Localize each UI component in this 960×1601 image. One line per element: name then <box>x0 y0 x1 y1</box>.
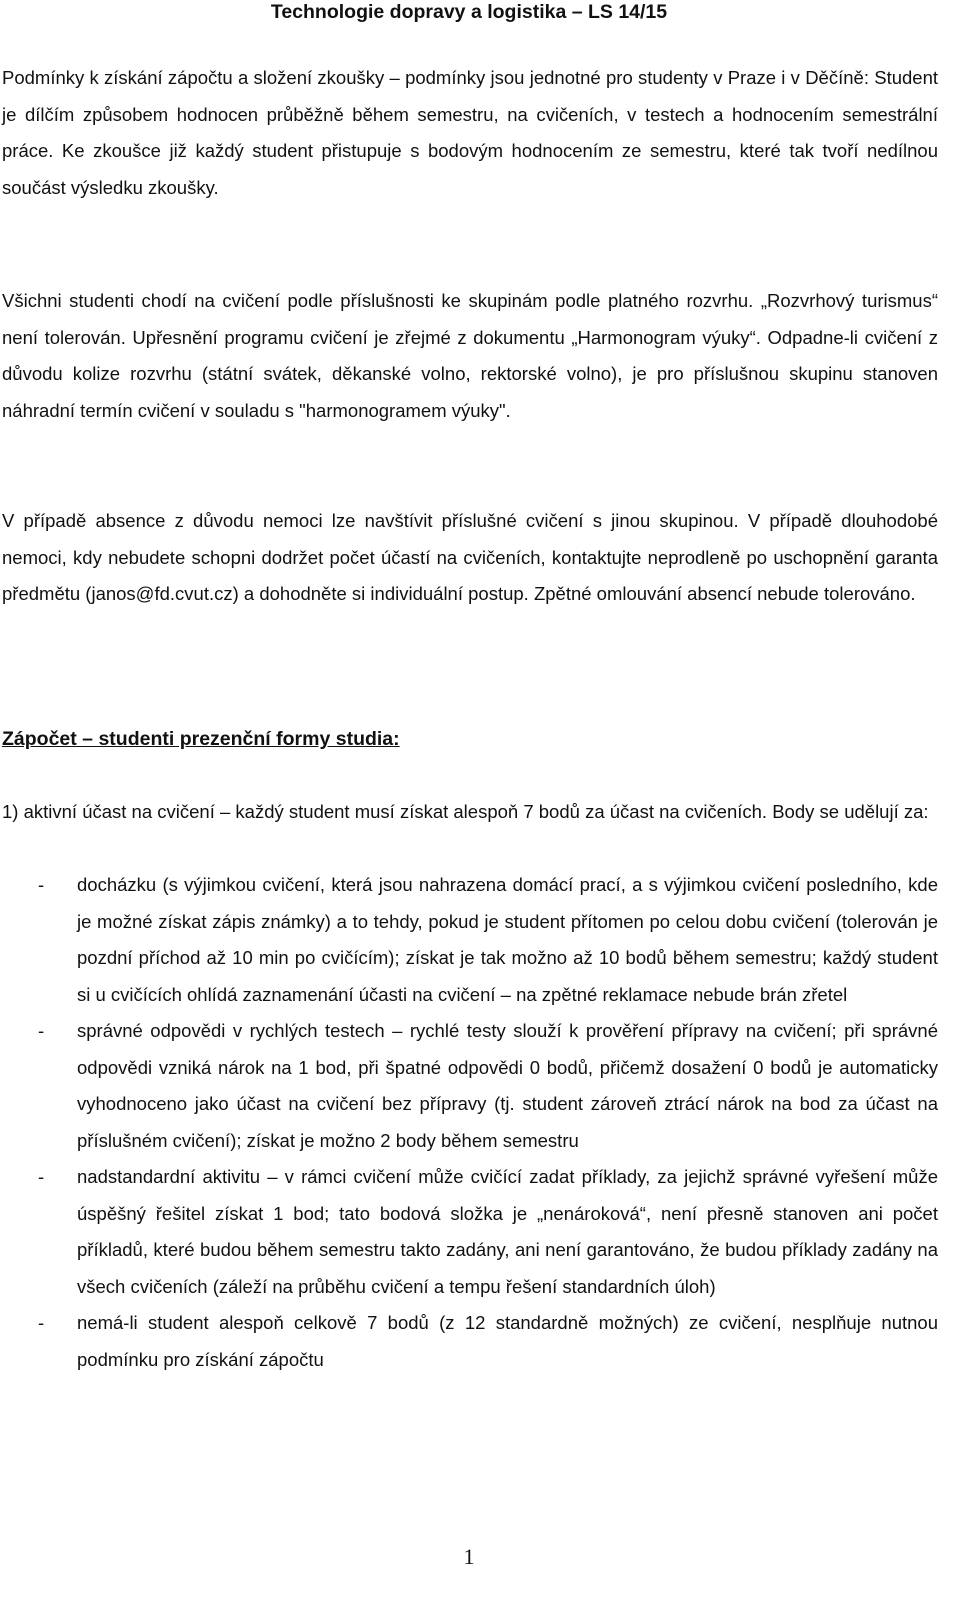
list-item-text: nemá-li student alespoň celkově 7 bodů (z 12 standardně možných) ze cvičení, nesplňuje nutnou podmínku pro získání zápočtu <box>77 1312 938 1370</box>
list-item <box>2 1013 938 1159</box>
bullet-dash: - <box>38 874 45 895</box>
bullet-dash: - <box>38 1312 45 1333</box>
page-number: 1 <box>463 1544 475 1569</box>
bullet-dash: - <box>38 1166 45 1187</box>
bullet-dash: - <box>38 1020 45 1041</box>
list-item-text: docházku (s výjimkou cvičení, která jsou nahrazena domácí prací, a s výjimkou cvičení posledního, kde je možné získat zápis známky) a to tehdy, pokud je student přítomen po celou dobu cvičení (tolerován je pozdní příchod až 10 min po cvičícím); získat je tak možno až 10 bodů během semestru; každý student si u cvičících ohlídá zaznamenání účasti na cvičení – na zpětné reklamace nebude brán zřetel <box>77 874 938 1005</box>
list-item <box>2 1305 938 1378</box>
list-item <box>2 1159 938 1305</box>
list-item-text: nadstandardní aktivitu – v rámci cvičení může cvičící zadat příklady, za jejichž správné vyřešení může úspěšný řešitel získat 1 bod; tato bodová složka je „nenároková“, není přesně stanoven ani počet příkladů, které budou během semestru takto zadány, ani není garantováno, že budou příklady zadány na všech cvičeních (záleží na průběhu cvičení a tempu řešení standardních úloh) <box>77 1166 938 1297</box>
list-item-text: správné odpovědi v rychlých testech – rychlé testy slouží k prověření přípravy na cvičení; při správné odpovědi vzniká nárok na 1 bod, při špatné odpovědi 0 bodů, přičemž dosažení 0 bodů je automaticky vyhodnoceno jako účast na cvičení bez přípravy (tj. student zároveň ztrácí nárok na bod za účast na příslušném cvičení); získat je možno 2 body během semestru <box>77 1020 938 1151</box>
section-intro: 1) aktivní účast na cvičení – každý student musí získat alespoň 7 bodů za účast na cvičeních. Body se udělují za: <box>2 801 929 822</box>
points-list <box>2 867 938 1378</box>
list-item <box>2 867 938 1013</box>
section-heading: Zápočet – studenti prezenční formy studia: <box>2 728 400 750</box>
paragraph-conditions: Podmínky k získání zápočtu a složení zkoušky – podmínky jsou jednotné pro studenty v Praze i v Děčíně: Student je dílčím způsobem hodnocen průběžně během semestru, na cvičeních, v testech a hodnocením semestrální práce. Ke zkoušce již každý student přistupuje s bodovým hodnocením ze semestru, které tak tvoří nedílnou součást výsledku zkoušky. <box>2 67 938 198</box>
document-title: Technologie dopravy a logistika – LS 14/15 <box>270 1 668 23</box>
paragraph-attendance: Všichni studenti chodí na cvičení podle příslušnosti ke skupinám podle platného rozvrhu. „Rozvrhový turismus“ není tolerován. Upřesnění programu cvičení je zřejmé z dokumentu „Harmonogram výuky“. Odpadne-li cvičení z důvodu kolize rozvrhu (státní svátek, děkanské volno, rektorské volno), je pro příslušnou skupinu stanoven náhradní termín cvičení v souladu s "harmonogramem výuky". <box>2 290 938 421</box>
paragraph-absence: V případě absence z důvodu nemoci lze navštívit příslušné cvičení s jinou skupinou. V případě dlouhodobé nemoci, kdy nebudete schopni dodržet počet účastí na cvičeních, kontaktujte neprodleně po uschopnění garanta předmětu (janos@fd.cvut.cz) a dohodněte si individuální postup. Zpětné omlouvání absencí nebude tolerováno. <box>2 510 938 605</box>
